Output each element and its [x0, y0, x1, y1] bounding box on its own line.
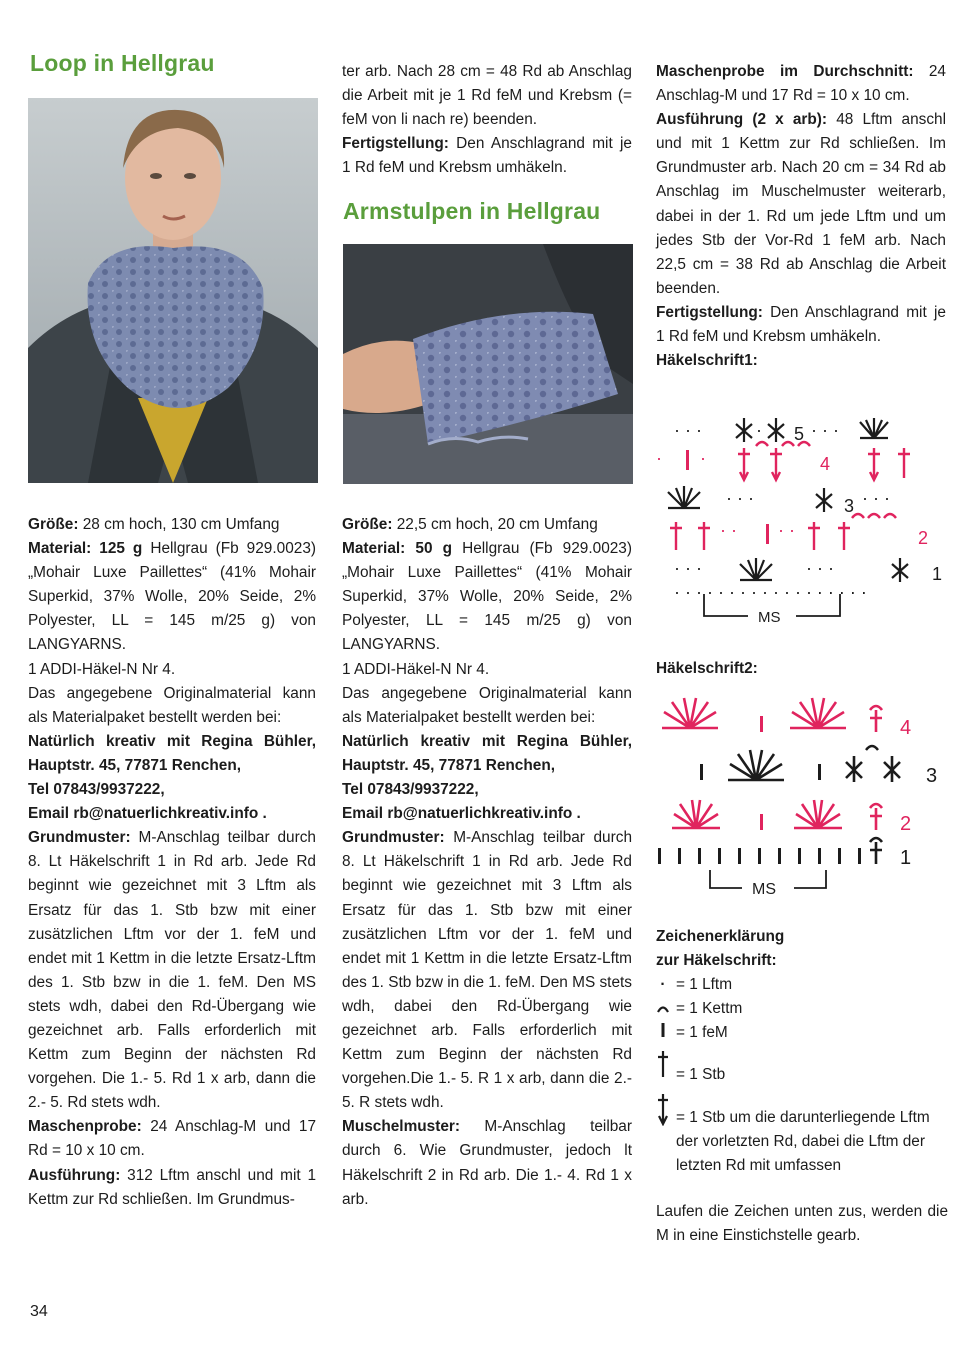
- legend-text: = 1 Stb: [676, 1066, 726, 1084]
- maschenprobe-value: 24 Anschlag-M und 17 Rd = 10 x 10 cm.: [656, 63, 946, 105]
- legend-item-kettm: [656, 997, 948, 1021]
- ausfuehrung-label: Ausführung (2 x arb):: [656, 111, 828, 129]
- fertig-label: Fertigstellung:: [656, 303, 763, 321]
- svg-text:·: ·: [756, 420, 762, 440]
- material-amount: 125 g: [99, 540, 143, 558]
- groesse-value: 28 cm hoch, 130 cm Umfang: [82, 516, 280, 533]
- loop-title: Loop in Hellgrau: [30, 50, 215, 76]
- stb-icon: [656, 1049, 670, 1087]
- chart2-title: Häkelschrift2:: [656, 660, 758, 677]
- muschel-label: Muschelmuster:: [342, 1118, 461, 1136]
- dot-icon: ·: [660, 976, 666, 994]
- legend-subtitle: zur Häkelschrift:: [656, 952, 777, 970]
- original-text: Das angegebene Originalmaterial kann als Materialpaket bestellt werden bei:: [28, 684, 316, 726]
- needle-text: 1 ADDI-Häkel-N Nr 4.: [342, 660, 490, 678]
- loop-instructions: [28, 513, 316, 1212]
- original-text: Das angegebene Originalmaterial kann als Materialpaket bestellt werden bei:: [342, 684, 632, 726]
- maschenprobe-label: Maschenprobe:: [28, 1118, 142, 1136]
- tel-text: Tel 07843/9937222,: [342, 781, 479, 799]
- armwarmer-image: [343, 244, 633, 484]
- groesse-label: Größe:: [342, 516, 393, 533]
- legend-item-stb-around: [656, 1092, 948, 1178]
- loop-continuation: [342, 60, 632, 180]
- chart1-row4: [656, 442, 910, 480]
- stb-around-icon: [656, 1092, 670, 1134]
- chart1-row5: [674, 418, 888, 444]
- fertig-value: Den Anschlagrand mit je 1 Rd feM und Krebsm umhäkeln.: [656, 303, 946, 346]
- svg-text:· · ·: · · ·: [811, 420, 839, 440]
- material-value: Hellgrau (Fb 929.0023) „Mohair Luxe Paillettes“ (41% Mohair Superkid, 37% Wolle, 20% Seide, 2% Polyester, LL = 145 m/25 g) von LANGYARNS.: [342, 540, 632, 654]
- svg-text:·: ·: [700, 448, 706, 468]
- chart2-row3: [700, 746, 937, 787]
- legend-text: = 1 Kettm: [676, 1000, 743, 1018]
- chart2-row4: [662, 698, 911, 739]
- chart2-row-label-1: 1: [900, 847, 912, 869]
- needle-text: 1 ADDI-Häkel-N Nr 4.: [28, 660, 176, 678]
- loop-ausfuehrung-cont: ter arb. Nach 28 cm = 48 Rd ab Anschlag die Arbeit mit je 1 Rd feM und Krebsm (= feM von li nach re) beenden.: [342, 63, 632, 129]
- svg-text:· · ·: · · ·: [806, 558, 834, 578]
- chart2-row-label-4: 4: [900, 717, 912, 739]
- page-number: 34: [30, 1303, 48, 1320]
- svg-text:· · ·: · · ·: [862, 488, 890, 508]
- fertig-label: Fertigstellung:: [342, 135, 449, 153]
- chart1-row-label-5: 5: [794, 424, 805, 444]
- svg-text:· · ·: · · ·: [726, 488, 754, 508]
- email-text: Email rb@natuerlichkreativ.info .: [342, 805, 581, 823]
- woman-scarf-image: [28, 98, 318, 483]
- chart2-row2: [672, 800, 911, 835]
- chart1-row-label-3: 3: [844, 496, 855, 516]
- legend-note: Laufen die Zeichen unten zus, werden die M in eine Einstichstelle gearb.: [656, 1202, 948, 1244]
- svg-text:· ·: · ·: [778, 520, 795, 540]
- svg-text:· · ·: · · ·: [674, 420, 702, 440]
- loop-photo: [28, 98, 318, 483]
- ausfuehrung-value: 312 Lftm anschl und mit 1 Kettm zur Rd schließen. Im Grundmus-: [28, 1166, 317, 1208]
- chart1-ms-label: MS: [758, 609, 781, 626]
- svg-text:· · ·: · · ·: [674, 558, 702, 578]
- grundmuster-value: M-Anschlag teilbar durch 8. Lt Häkelschrift 1 in Rd arb. Jede Rd beginnt wie gezeichnet mit 3 Lftm als Ersatz für das 1. Stb bzw mit einer zusätzlichen Lftm vor der 1. feM und endet mit 1 Kettm in die letzte Ersatz-Lftm des 1. Stb bzw in die 1. feM. Den MS stets wdh, dabei den Rd-Übergang wie gezeichnet arb. Falls erforderlich mit Kettm zum Beginn der nächsten Rd vorgehen.Die 1.- 5. R 1 x arb, dann die 2.- 5. R stets wdh.: [342, 829, 632, 1112]
- legend-text: = 1 feM: [676, 1024, 728, 1042]
- legend-text: = 1 Stb um die darunterliegende Lftm der vorletzten Rd, dabei die Lftm der letzten Rd mit umfassen: [676, 1108, 930, 1174]
- tel-text: Tel 07843/9937222,: [28, 781, 165, 799]
- arc-icon: [656, 997, 670, 1021]
- legend-item-stb: [656, 1049, 948, 1087]
- legend: [656, 925, 948, 1248]
- bar-icon: [656, 1021, 670, 1045]
- chart1-row-label-2: 2: [918, 528, 929, 548]
- email-text: Email rb@natuerlichkreativ.info .: [28, 805, 267, 823]
- ausfuehrung-label: Ausführung:: [28, 1166, 121, 1184]
- legend-text: = 1 Lftm: [676, 976, 733, 994]
- chart1-title: Häkelschrift1:: [656, 352, 758, 370]
- material-amount: 50 g: [415, 540, 452, 558]
- chart1-row3: [668, 486, 890, 516]
- fertig-value: Den Anschlagrand mit je 1 Rd feM und Krebsm umhäkeln.: [342, 135, 632, 177]
- muschel-value: M-Anschlag teilbar durch 6. Wie Grundmuster, jedoch lt Häkelschrift 2 in Rd arb. Die 1.- 4. Rd 1 x arb.: [342, 1118, 632, 1208]
- maschenprobe-label: Maschenprobe im Durchschnitt:: [656, 63, 914, 80]
- svg-text:·: ·: [656, 448, 662, 468]
- shop-text: Natürlich kreativ mit Regina Bühler, Hauptstr. 45, 77871 Renchen,: [342, 732, 632, 774]
- maschenprobe-value: 24 Anschlag-M und 17 Rd = 10 x 10 cm.: [28, 1118, 316, 1160]
- stulpen-instructions: [342, 513, 632, 1212]
- chart2-row-label-2: 2: [900, 813, 912, 835]
- material-value: Hellgrau (Fb 929.0023) „Mohair Luxe Paillettes“ (41% Mohair Superkid, 37% Wolle, 20% Seide, 2% Polyester, LL = 145 m/25 g) von LANGYARNS.: [28, 540, 317, 654]
- legend-item-lftm: [656, 973, 948, 997]
- chart1-row2: [670, 514, 928, 550]
- legend-item-fem: [656, 1021, 948, 1045]
- chart1-diagram: [656, 398, 951, 630]
- stulpen-photo: [343, 244, 633, 484]
- grundmuster-label: Grundmuster:: [28, 829, 131, 847]
- chart2-diagram: [656, 690, 951, 900]
- ausfuehrung-value: 48 Lftm anschl und mit 1 Kettm zur Rd schließen. Im Grundmuster arb. Nach 20 cm = 34 Rd ab Anschlag im Muschelmuster weiterarb, dabei in der 1. Rd um jede Lftm und um jedes Stb der Vor-Rd 1 feM arb. Nach 22,5 cm = 38 Rd ab Anschlag die Arbeit beenden.: [656, 111, 946, 297]
- stulpen-title: Armstulpen in Hellgrau: [343, 198, 601, 224]
- material-label: Material:: [342, 540, 406, 558]
- groesse-label: Größe:: [28, 516, 79, 533]
- svg-text:· ·: · ·: [720, 520, 737, 540]
- stulpen-instructions-cont: [656, 60, 946, 373]
- grundmuster-value: M-Anschlag teilbar durch 8. Lt Häkelschrift 1 in Rd arb. Jede Rd beginnt wie gezeichnet mit 3 Lftm als Ersatz für das 1. Stb bzw mit einer zusätzlichen Lftm vor der 1. feM und endet mit 1 Kettm in die letzte Ersatz-Lftm des 1. Stb bzw in die 1. feM. Den MS stets wdh, dabei den Rd-Übergang wie gezeichnet arb. Falls erforderlich mit Kettm zum Beginn der nächsten Rd vorgehen. Die 1.- 5. Rd 1 x arb, dann die 2.- 5. Rd stets wdh.: [28, 829, 316, 1112]
- chart2-row1: [658, 838, 911, 869]
- chart1-row-label-1: 1: [932, 564, 943, 584]
- chart1-row-label-4: 4: [820, 454, 831, 474]
- shop-text: Natürlich kreativ mit Regina Bühler, Hauptstr. 45, 77871 Renchen,: [28, 732, 316, 774]
- svg-text:· · · · · · · · · · · · · · ·: · · · · · · · · · · · · · · · · · ·: [674, 582, 867, 602]
- grundmuster-label: Grundmuster:: [342, 829, 445, 847]
- legend-title: Zeichenerklärung: [656, 928, 785, 945]
- material-label: Material:: [28, 540, 92, 558]
- chart2-row-label-3: 3: [926, 765, 938, 787]
- chart1-row1: [674, 558, 942, 584]
- groesse-value: 22,5 cm hoch, 20 cm Umfang: [396, 516, 598, 533]
- chart2-ms-label: MS: [752, 881, 776, 898]
